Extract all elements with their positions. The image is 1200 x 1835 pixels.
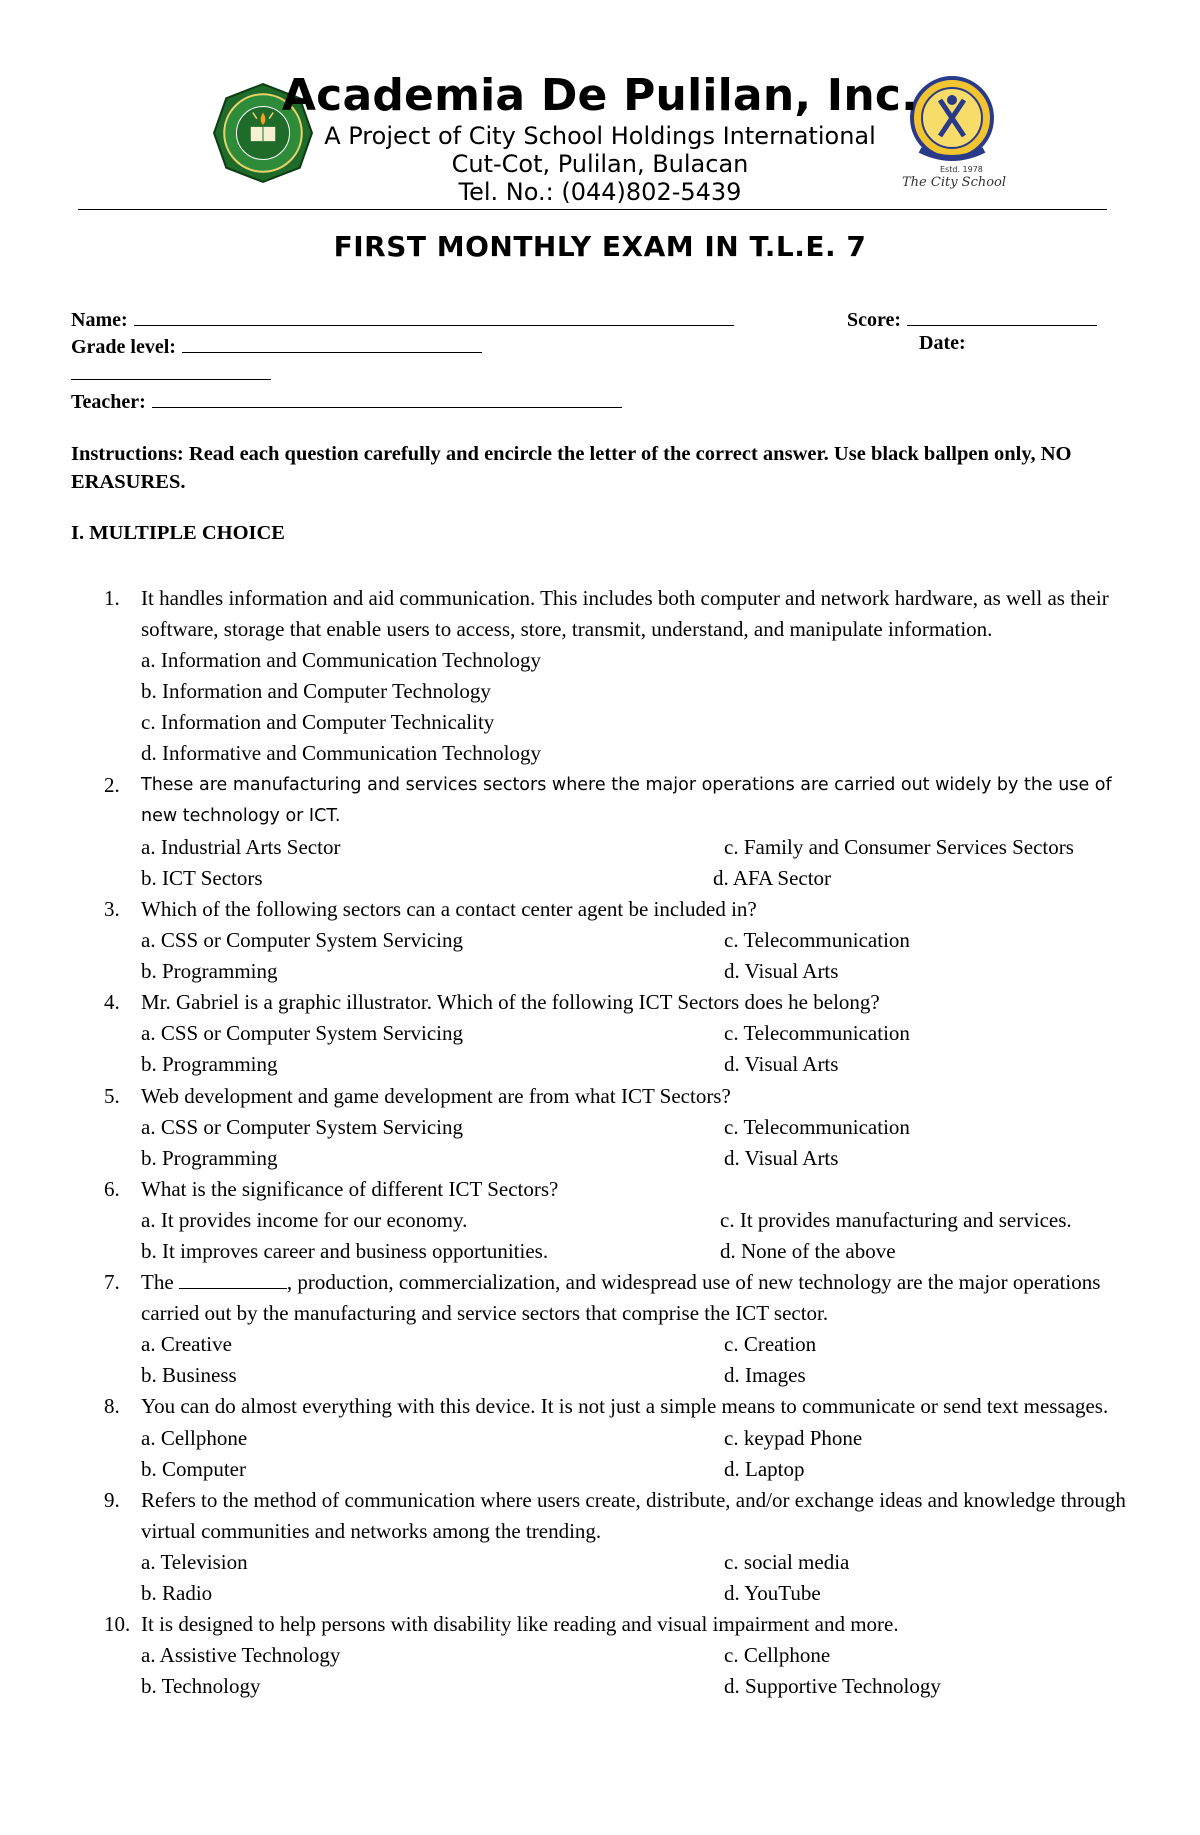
- right-logo-caption: The City School: [902, 175, 1007, 190]
- option-a[interactable]: a. CSS or Computer System Servicing: [141, 1114, 463, 1139]
- name-field[interactable]: [71, 305, 734, 332]
- option-c[interactable]: c. Telecommunication: [724, 1021, 910, 1046]
- option-row: [141, 863, 1140, 894]
- grade-level-blank[interactable]: [182, 332, 482, 353]
- question-5: [0, 1081, 1200, 1174]
- option-row: [141, 832, 1140, 863]
- option-d[interactable]: d. Laptop: [724, 1456, 805, 1481]
- question-7: [0, 1267, 1200, 1391]
- grade-level-label: Grade level:: [71, 336, 176, 358]
- question-number: 4.: [104, 990, 120, 1015]
- school-phone: Tel. No.: (044)802-5439: [458, 178, 742, 206]
- question-number: 10.: [104, 1612, 131, 1637]
- option-b[interactable]: b. Information and Computer Technology: [141, 679, 491, 704]
- score-blank[interactable]: [907, 305, 1097, 326]
- option-a[interactable]: a. CSS or Computer System Servicing: [141, 928, 463, 953]
- option-b[interactable]: b. Programming: [141, 1145, 278, 1170]
- score-label: Score:: [847, 309, 902, 331]
- option-row: [141, 1049, 1140, 1080]
- option-row: [141, 1143, 1140, 1174]
- option-d[interactable]: d. YouTube: [724, 1581, 821, 1605]
- option-a[interactable]: a. Assistive Technology: [141, 1643, 341, 1668]
- question-text: Refers to the method of communication where users create, distribute, and/or exchange ideas and knowledge through virtual communities and networks among the trending.: [141, 1487, 1126, 1543]
- option-c[interactable]: c. It provides manufacturing and services.: [720, 1207, 1072, 1232]
- option-row: [141, 956, 1140, 987]
- option-row: [141, 1018, 1140, 1049]
- header-divider: [78, 209, 1107, 210]
- option-d[interactable]: d. Visual Arts: [724, 1145, 839, 1170]
- question-text: You can do almost everything with this device. It is not just a simple means to communicate or send text messages.: [141, 1394, 1109, 1419]
- option-d[interactable]: d. Informative and Communication Technology: [141, 741, 541, 766]
- option-a[interactable]: a. CSS or Computer System Servicing: [141, 1021, 463, 1046]
- school-name: Academia De Pulilan, Inc.: [281, 70, 919, 121]
- option-a[interactable]: a. Creative: [141, 1332, 232, 1357]
- option-c[interactable]: c. Family and Consumer Services Sectors: [724, 834, 1074, 859]
- question-6: [0, 1174, 1200, 1267]
- question-number: 3.: [104, 896, 120, 921]
- option-b[interactable]: b. Radio: [141, 1581, 213, 1605]
- name-blank[interactable]: [134, 305, 734, 326]
- question-number: 9.: [104, 1487, 120, 1512]
- date-blank-line[interactable]: [71, 359, 271, 386]
- option-b[interactable]: b. ICT Sectors: [141, 865, 263, 890]
- question-9: [0, 1485, 1200, 1609]
- option-c[interactable]: c. Telecommunication: [724, 928, 910, 953]
- question-text: Web development and game development are from what ICT Sectors?: [141, 1083, 731, 1108]
- teacher-label: Teacher:: [71, 391, 146, 413]
- question-text: [141, 1267, 1140, 1329]
- instructions: Instructions: Read each question carefully and encircle the letter of the correct answer. Use black ballpen only, NO ERASURES.: [71, 443, 1072, 493]
- school-subtitle: A Project of City School Holdings International: [324, 122, 876, 150]
- option-b[interactable]: b. Business: [141, 1363, 237, 1388]
- option-a[interactable]: a. It provides income for our economy.: [141, 1207, 468, 1232]
- question-text: Mr. Gabriel is a graphic illustrator. Which of the following ICT Sectors does he belong?: [141, 990, 880, 1015]
- school-header: [270, 70, 930, 206]
- option-c[interactable]: c. Information and Computer Technicality: [141, 710, 495, 735]
- option-d[interactable]: d. Supportive Technology: [724, 1674, 941, 1699]
- option-b[interactable]: b. Computer: [141, 1456, 246, 1481]
- option-d[interactable]: d. Visual Arts: [724, 959, 839, 984]
- option-c[interactable]: c. Cellphone: [724, 1643, 831, 1668]
- question-3: [0, 894, 1200, 987]
- option-b[interactable]: b. It improves career and business opportunities.: [141, 1238, 549, 1263]
- date-label: Date:: [919, 332, 966, 354]
- option-row: [141, 1671, 1140, 1702]
- fill-in-blank: [179, 1270, 287, 1289]
- option-c[interactable]: c. Telecommunication: [724, 1114, 910, 1139]
- section-title: I. MULTIPLE CHOICE: [71, 522, 285, 544]
- question-1: [0, 583, 1200, 770]
- option-row: [141, 1547, 1140, 1578]
- date-blank[interactable]: [71, 359, 271, 380]
- option-b[interactable]: b. Technology: [141, 1674, 261, 1699]
- question-text: It handles information and aid communication. This includes both computer and network hardware, as well as their software, storage that enable users to access, store, transmit, understand, and manipulate information.: [141, 586, 1109, 642]
- option-d[interactable]: d. AFA Sector: [713, 865, 832, 890]
- option-row: [141, 1423, 1140, 1454]
- option-d[interactable]: d. None of the above: [720, 1238, 896, 1263]
- question-text: What is the significance of different ICT Sectors?: [141, 1176, 559, 1201]
- question-4: [0, 987, 1200, 1080]
- option-c[interactable]: c. keypad Phone: [724, 1425, 863, 1450]
- option-d[interactable]: d. Images: [724, 1363, 806, 1388]
- right-logo-est: Estd. 1978: [940, 165, 983, 174]
- date-field[interactable]: [919, 332, 966, 355]
- question-text: Which of the following sectors can a contact center agent be included in?: [141, 896, 757, 921]
- question-number: 1.: [104, 586, 120, 610]
- question-number: 8.: [104, 1394, 120, 1419]
- teacher-field[interactable]: [71, 387, 622, 414]
- option-row: [141, 1640, 1140, 1671]
- question-list: [0, 583, 1200, 1702]
- question-text: These are manufacturing and services sectors where the major operations are carried out widely by the use of new technology or ICT.: [141, 774, 1112, 826]
- question-10: [0, 1609, 1200, 1702]
- exam-title: FIRST MONTHLY EXAM IN T.L.E. 7: [333, 230, 867, 263]
- name-label: Name:: [71, 309, 128, 331]
- question-8: [0, 1391, 1200, 1484]
- options: [141, 645, 1140, 769]
- option-row: [141, 1329, 1140, 1360]
- option-row: [141, 1205, 1140, 1236]
- teacher-blank[interactable]: [152, 387, 622, 408]
- question-number: 5.: [104, 1083, 120, 1108]
- option-c[interactable]: c. social media: [724, 1549, 850, 1574]
- option-row: [141, 1360, 1140, 1391]
- score-field[interactable]: [847, 305, 1097, 332]
- option-a[interactable]: a. Television: [141, 1549, 248, 1574]
- option-d[interactable]: d. Visual Arts: [724, 1052, 839, 1077]
- question-text: It is designed to help persons with disability like reading and visual impairment and more.: [141, 1612, 899, 1637]
- option-row: [141, 1112, 1140, 1143]
- question-number: 2.: [104, 772, 120, 797]
- question-number: 7.: [104, 1270, 120, 1295]
- question-text-start: The: [141, 1270, 174, 1295]
- option-b[interactable]: b. Programming: [141, 1052, 278, 1077]
- option-row: [141, 1578, 1140, 1609]
- question-2: [0, 770, 1200, 894]
- question-number: 6.: [104, 1176, 120, 1201]
- option-b[interactable]: b. Programming: [141, 959, 278, 984]
- option-row: [141, 925, 1140, 956]
- question-text-end: , production, commercialization, and widespread use of new technology are the major operations carried out by the manufacturing and service sectors that comprise the ICT sector.: [141, 1270, 1101, 1326]
- option-a[interactable]: a. Industrial Arts Sector: [141, 834, 341, 859]
- grade-level-field[interactable]: [71, 332, 482, 359]
- option-row: [141, 1236, 1140, 1267]
- option-c[interactable]: c. Creation: [724, 1332, 817, 1357]
- option-row: [141, 1454, 1140, 1485]
- option-a[interactable]: a. Information and Communication Technology: [141, 648, 541, 673]
- school-address: Cut-Cot, Pulilan, Bulacan: [451, 150, 749, 178]
- option-a[interactable]: a. Cellphone: [141, 1425, 248, 1450]
